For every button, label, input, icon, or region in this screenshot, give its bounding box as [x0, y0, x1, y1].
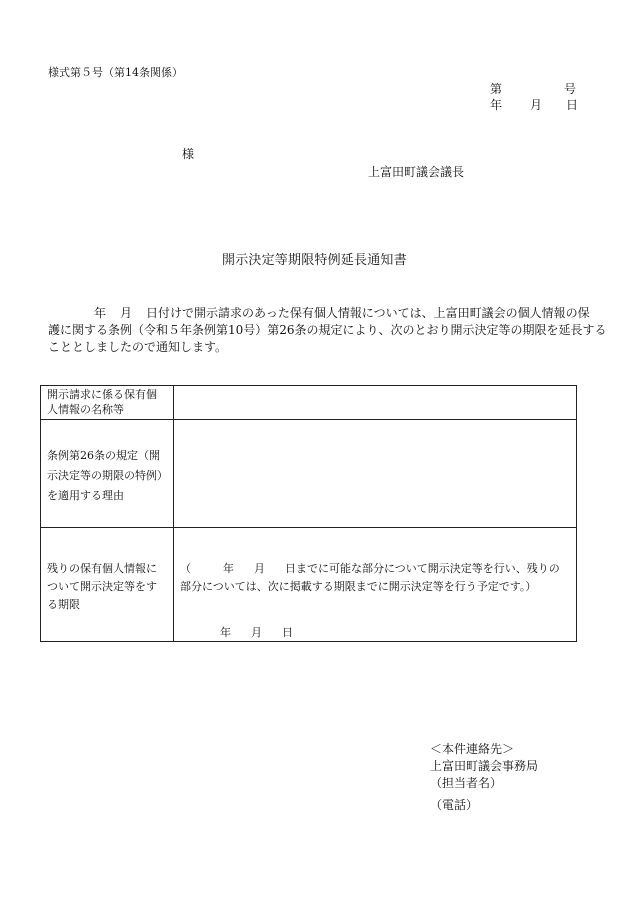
body-line-1	[48, 305, 588, 322]
document-number-suffix: 号	[564, 82, 577, 96]
table-row-extension-reason	[41, 420, 577, 528]
body-year-label: 年	[94, 306, 107, 320]
extension-reason-value-cell[interactable]	[174, 420, 577, 528]
row2-label-line-2: 示決定等の期限の特例）	[47, 469, 168, 482]
form-number: 様式第５号（第14条関係）	[48, 66, 183, 79]
row3-label-line-3: る期限	[47, 598, 80, 611]
contact-office: 上富田町議会事務局	[430, 759, 539, 773]
deadline-text-line-2: 部分については、次に掲載する期限までに開示決定等を行う予定です。）	[180, 580, 537, 593]
body-month-label: 月	[120, 306, 133, 320]
partial-year-label: 年	[223, 562, 234, 575]
remaining-deadline-value-cell[interactable]	[174, 528, 577, 642]
document-number-label: 第	[490, 82, 503, 96]
deadline-day-label: 日	[282, 626, 293, 639]
row3-label-line-2: ついて開示決定等をす	[47, 580, 157, 593]
row1-label-line-1: 開示請求に係る保有個	[47, 388, 157, 401]
deadline-year-label: 年	[220, 626, 231, 639]
row2-label-line-1: 条例第26条の規定（開	[47, 449, 160, 462]
information-name-value-cell[interactable]	[174, 386, 577, 420]
body-line-1-text: 日付けで開示請求のあった保有個人情報については、上富田町議会の個人情報の保	[146, 306, 590, 320]
contact-phone: （電話）	[430, 798, 479, 812]
row-label-cell	[41, 386, 174, 420]
table-row-information-name	[41, 386, 577, 420]
partial-month-label: 月	[254, 562, 265, 575]
deadline-text-line-1-rest: 日までに可能な部分について開示決定等を行い、残りの	[285, 562, 560, 575]
body-line-3: こととしましたので通知します。	[48, 340, 228, 354]
body-line-2: 護に関する条例（令和５年条例第10号）第26条の規定により、次のとおり開示決定等の期限を延長する	[48, 323, 607, 337]
contact-block	[430, 741, 538, 814]
details-table	[40, 385, 577, 642]
date-year-label: 年	[490, 98, 503, 112]
document-title: 開示決定等期限特例延長通知書	[222, 253, 407, 268]
row-label-cell	[41, 420, 174, 528]
recipient-honorific: 様	[182, 147, 195, 161]
deadline-text-line-1	[180, 560, 560, 576]
open-paren: （	[180, 562, 191, 575]
notice-body	[48, 305, 607, 356]
final-deadline-date	[220, 624, 293, 640]
row-label-cell	[41, 528, 174, 642]
row1-label-line-2: 人情報の名称等	[47, 403, 124, 416]
deadline-month-label: 月	[251, 626, 262, 639]
contact-person: （担当者名）	[430, 776, 503, 790]
date-day-label: 日	[566, 98, 579, 112]
contact-heading: ＜本件連絡先＞	[430, 742, 515, 756]
sender-name: 上富田町議会議長	[368, 165, 465, 179]
date-month-label: 月	[530, 98, 543, 112]
row3-label-line-1: 残りの保有個人情報に	[47, 562, 157, 575]
table-row-remaining-deadline	[41, 528, 577, 642]
row2-label-line-3: を適用する理由	[47, 489, 124, 502]
